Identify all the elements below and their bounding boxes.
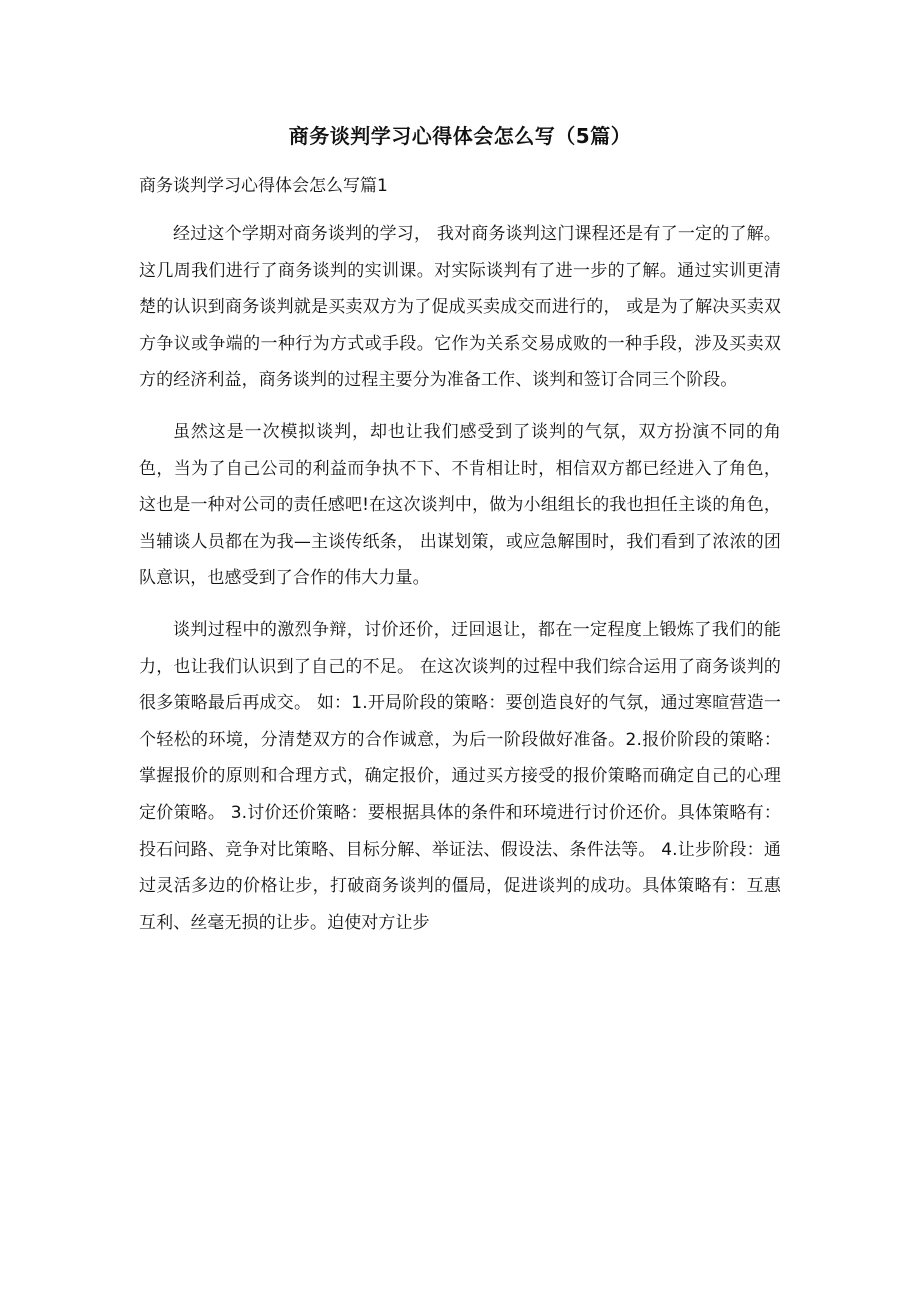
paragraph-2: 虽然这是一次模拟谈判，却也让我们感受到了谈判的气氛，双方扮演不同的角色，当为了自己公司的利益而争执不下、不肯相让时，相信双方都已经进入了角色，这也是一种对公司的责任感吧!在这次谈判中，做为小组组长的我也担任主谈的角色，当辅谈人员都在为我—主谈传纸条， 出谋划策，或应急解围时，我们看到了浓浓的团队意识，也感受到了合作的伟大力量。 [139,421,781,589]
section-heading: 商务谈判学习心得体会怎么写篇1 [139,176,388,196]
document-title: 商务谈判学习心得体会怎么写（5篇） [288,124,632,148]
paragraph-3: 谈判过程中的激烈争辩，讨价还价，迂回退让，都在一定程度上锻炼了我们的能力，也让我们认识到了自己的不足。 在这次谈判的过程中我们综合运用了商务谈判的很多策略最后再成交。 如：1.开局阶段的策略：要创造良好的气氛，通过寒暄营造一个轻松的环境，分清楚双方的合作诚意，为后一阶段做好准备。2.报价阶段的策略：掌握报价的原则和合理方式，确定报价，通过买方接受的报价策略而确定自己的心理定价策略。 3.讨价还价策略：要根据具体的条件和环境进行讨价还价。具体策略有：投石问路、竞争对比策略、目标分解、举证法、假设法、条件法等。 4.让步阶段：通过灵活多边的价格让步，打破商务谈判的僵局，促进谈判的成功。具体策略有：互惠互利、丝毫无损的让步。迫使对方让步 [139,619,781,933]
document-body [139,216,781,956]
paragraph-1: 经过这个学期对商务谈判的学习， 我对商务谈判这门课程还是有了一定的了解。这几周我们进行了商务谈判的实训课。对实际谈判有了进一步的了解。通过实训更清楚的认识到商务谈判就是买卖双方为了促成买卖成交而进行的， 或是为了解决买卖双方争议或争端的一种行为方式或手段。它作为关系交易成败的一种手段，涉及买卖双方的经济利益，商务谈判的过程主要分为准备工作、谈判和签订合同三个阶段。 [139,224,781,391]
